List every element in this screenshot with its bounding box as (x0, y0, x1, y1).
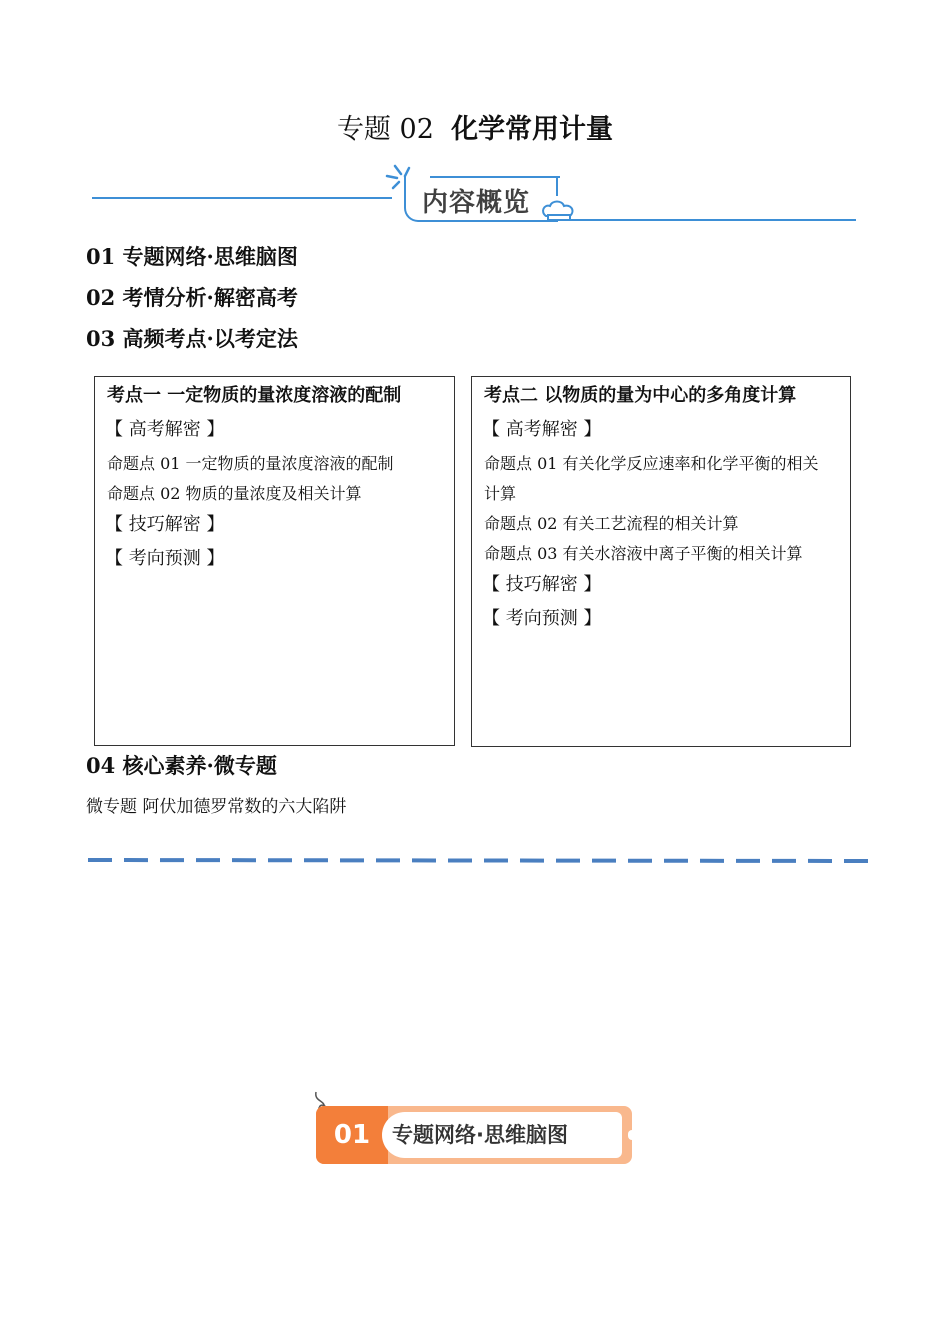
badge-notch (628, 1130, 636, 1140)
badge-number: 01 (316, 1106, 388, 1164)
topic-box-right (471, 376, 851, 747)
overview-label: 内容概览 (422, 188, 531, 218)
bracket-label: 【 高考解密 】 (105, 419, 225, 440)
bracket-label: 【 技巧解密 】 (482, 574, 602, 595)
proposition-item: 命题点 01 一定物质的量浓度溶液的配制 (107, 454, 394, 473)
proposition-item: 命题点 01 有关化学反应速率和化学平衡的相关 (484, 454, 819, 473)
sparkle-icon (383, 162, 423, 192)
bracket-label: 【 技巧解密 】 (105, 514, 225, 535)
overview-line-left (92, 197, 392, 199)
proposition-item: 命题点 02 物质的量浓度及相关计算 (107, 484, 362, 503)
proposition-item: 命题点 02 有关工艺流程的相关计算 (484, 514, 739, 533)
badge-label: 专题网络·思维脑图 (392, 1123, 568, 1147)
micro-topic: 微专题 阿伏加德罗常数的六大陷阱 (86, 797, 347, 817)
section-heading-03: 03 高频考点·以考定法 (86, 326, 298, 351)
page-title (0, 112, 950, 148)
topic-box-left (94, 376, 455, 746)
bracket-label: 【 考向预测 】 (482, 608, 602, 629)
topic-heading: 考点一 一定物质的量浓度溶液的配制 (107, 385, 402, 406)
section-heading-01: 01 专题网络·思维脑图 (86, 244, 298, 269)
bracket-label: 【 高考解密 】 (482, 419, 602, 440)
topic-heading: 考点二 以物质的量为中心的多角度计算 (484, 385, 797, 406)
section-badge-01 (312, 1090, 636, 1170)
title-prefix: 专题 02 (336, 114, 434, 145)
proposition-item-cont: 计算 (484, 484, 517, 503)
bracket-label: 【 考向预测 】 (105, 548, 225, 569)
section-heading-04: 04 核心素养·微专题 (86, 753, 277, 778)
overview-line-right (560, 219, 856, 221)
overview-tab-cap (556, 176, 558, 196)
proposition-item: 命题点 03 有关水溶液中离子平衡的相关计算 (484, 544, 803, 563)
section-heading-02: 02 考情分析·解密高考 (86, 285, 298, 310)
title-main: 化学常用计量 (451, 114, 614, 145)
overview-tab-top (430, 176, 560, 178)
dashed-divider (86, 857, 870, 865)
chef-hat-icon (540, 198, 580, 222)
